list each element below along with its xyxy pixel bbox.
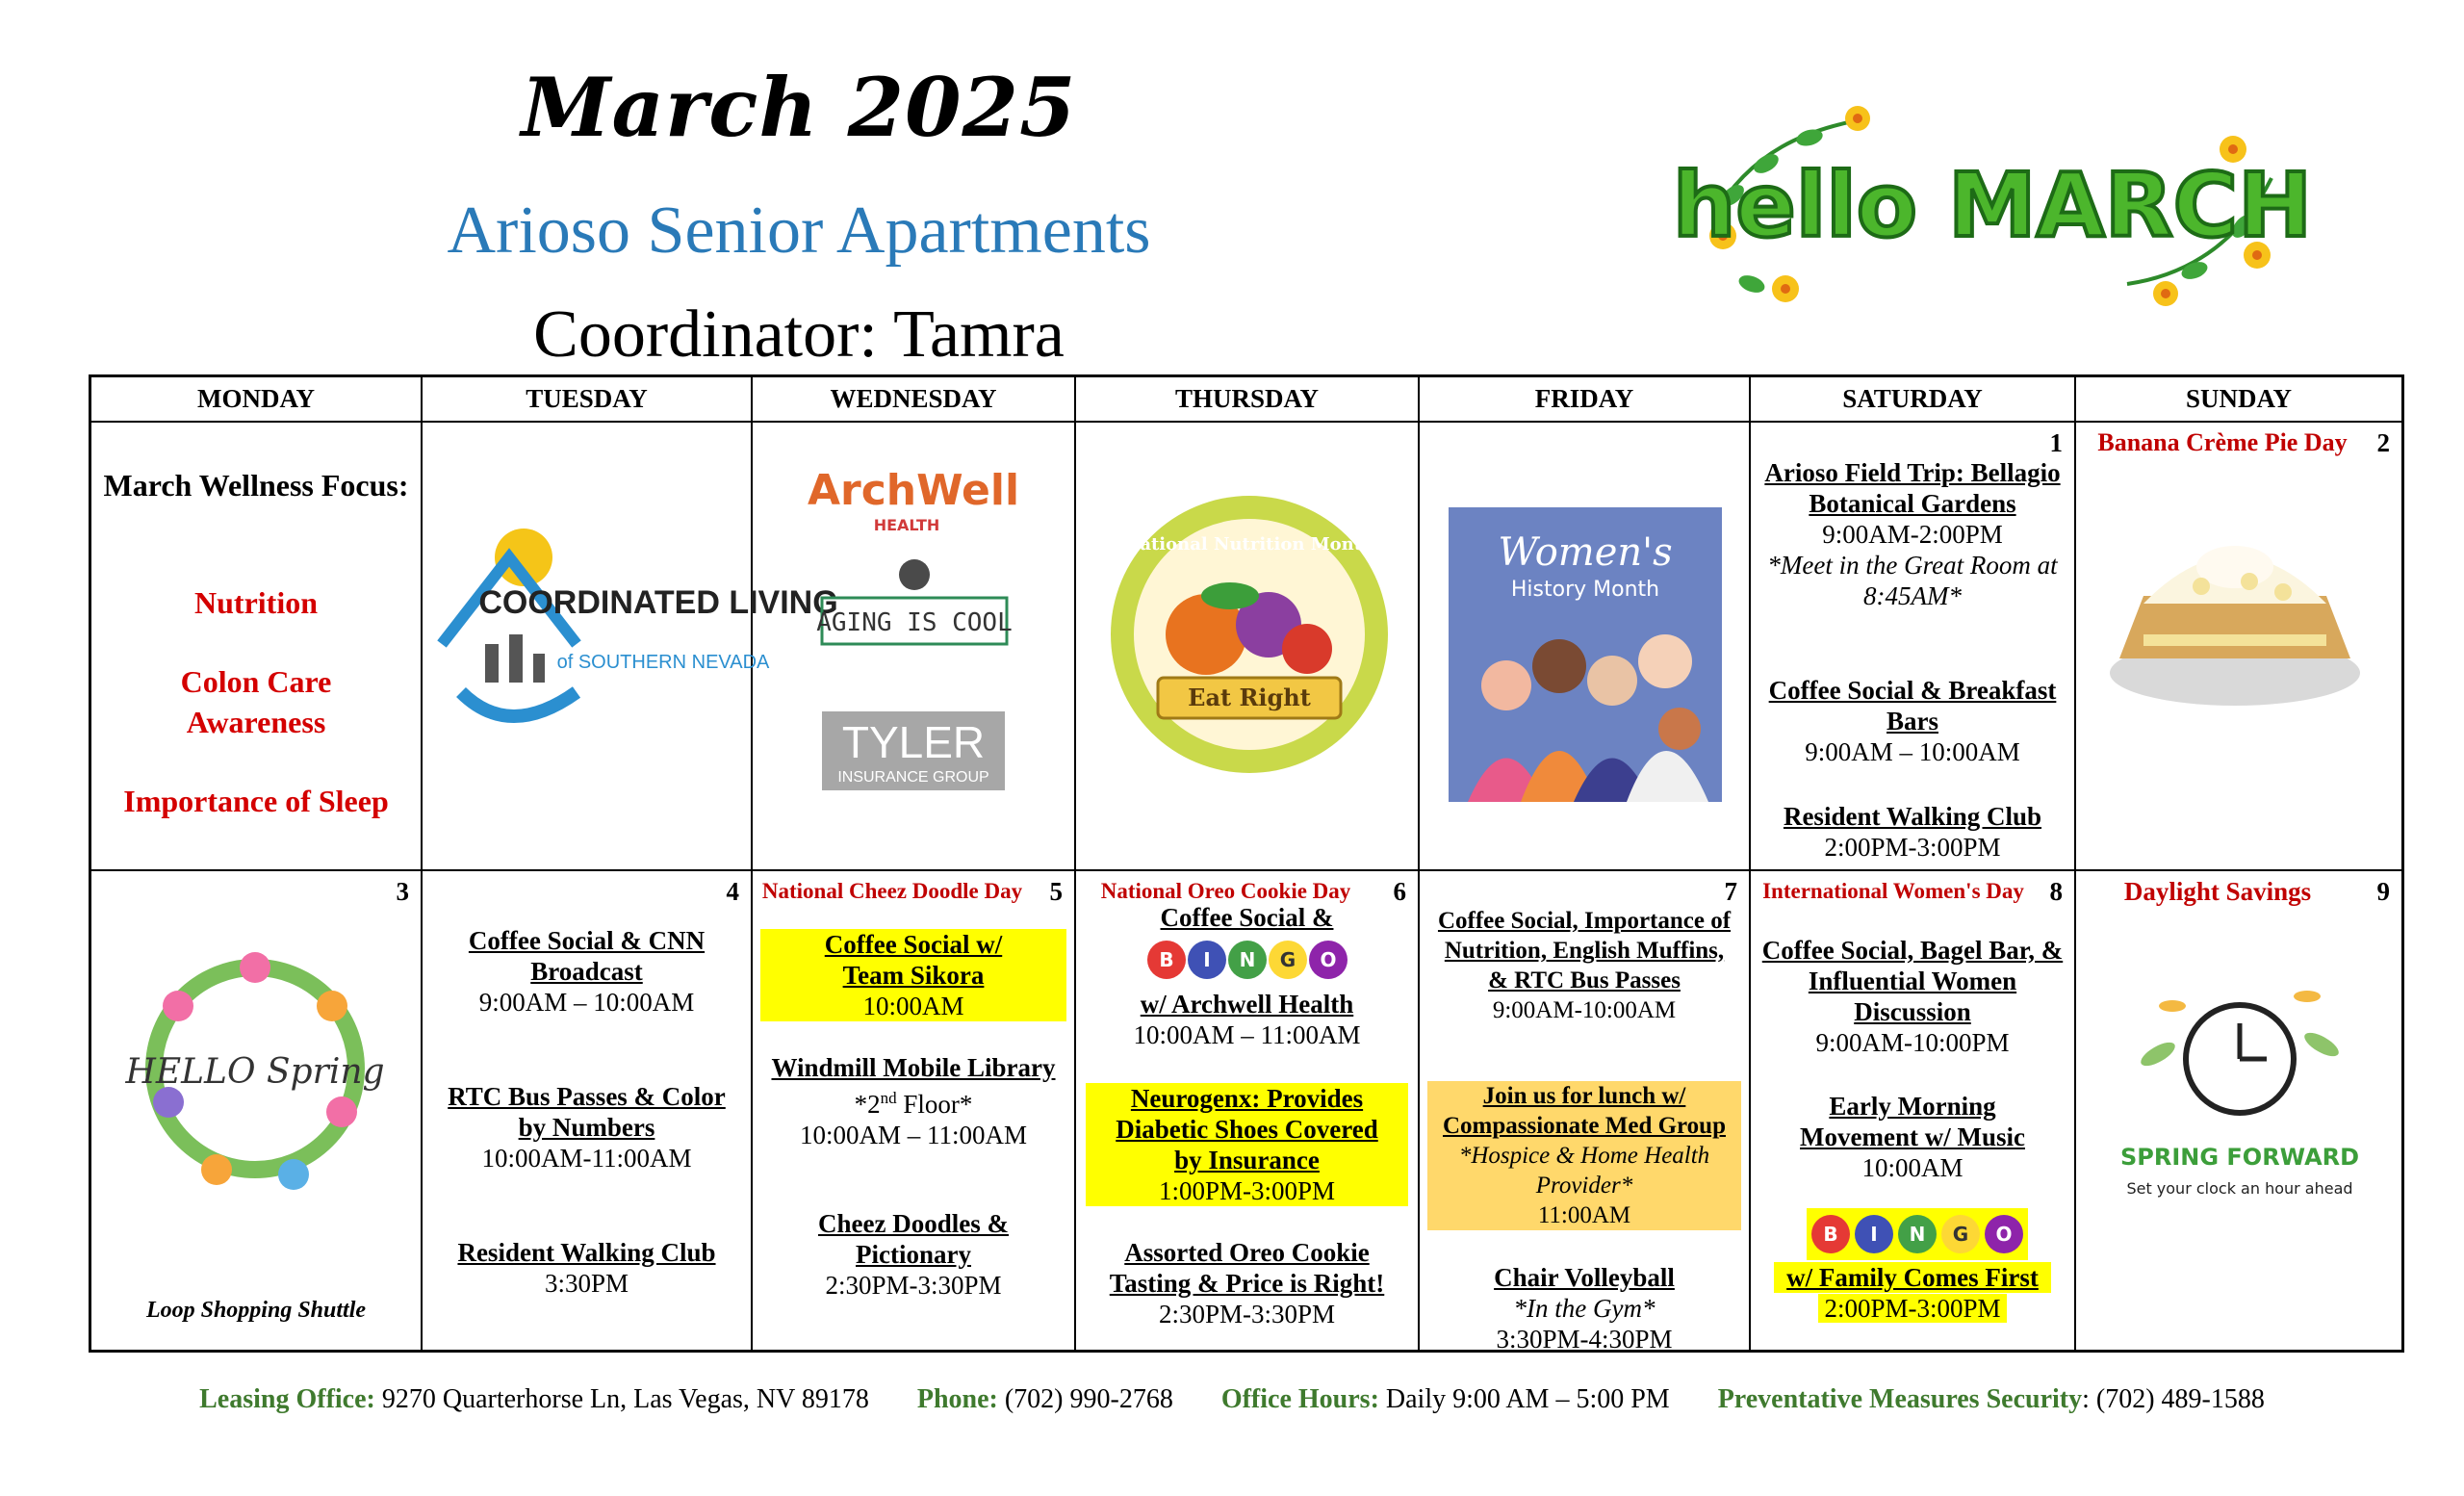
- wellness-item-nutrition: Nutrition: [194, 585, 318, 620]
- month-title: March 2025: [521, 60, 1077, 155]
- svg-text:O: O: [1320, 948, 1337, 971]
- tree-icon: [899, 559, 930, 590]
- day-header-tuesday: TUESDAY: [526, 384, 648, 413]
- day-number: 8: [2049, 877, 2063, 906]
- day-number: 6: [1393, 877, 1406, 906]
- svg-text:B: B: [1823, 1223, 1838, 1246]
- event-bagel-bar: Coffee Social, Bagel Bar, & Influential Women Discussion 9:00AM-10:00PM: [1761, 936, 2064, 1057]
- svg-text:Set your clock an hour ahead: Set your clock an hour ahead: [2126, 1179, 2353, 1198]
- day-number: 7: [1724, 877, 1737, 906]
- day-header-wednesday: WEDNESDAY: [830, 384, 997, 413]
- week1-friday-cell: [1420, 423, 1749, 869]
- loop-shopping-shuttle-note: Loop Shopping Shuttle: [145, 1298, 367, 1323]
- property-name: Arioso Senior Apartments: [447, 193, 1151, 268]
- event-neurogenx: Neurogenx: Provides Diabetic Shoes Covered by Insurance 1:00PM-3:00PM: [1086, 1083, 1408, 1206]
- day-number: 5: [1049, 877, 1063, 906]
- svg-text:ArchWell: ArchWell: [807, 466, 1020, 515]
- week1-thursday-cell: [1076, 423, 1418, 869]
- event-windmill-library: Windmill Mobile Library *2nd Floor* 10:00AM – 11:00AM: [771, 1053, 1056, 1149]
- wellness-focus-title: March Wellness Focus:: [103, 468, 409, 503]
- event-walking-club: Resident Walking Club 3:30PM: [457, 1238, 716, 1298]
- archwell-logo: [807, 461, 1020, 538]
- event-coffee-nutrition: Coffee Social, Importance of Nutrition, English Muffins, & RTC Bus Passes 9:00AM-10:00AM: [1437, 908, 1732, 1023]
- banana-cream-pie-icon: [2105, 529, 2365, 711]
- event-cheez-doodles: Cheez Doodles & Pictionary 2:30PM-3:30PM: [818, 1209, 1009, 1300]
- phone-number: (702) 990-2768: [1004, 1384, 1173, 1414]
- holiday-label: Daylight Savings: [2123, 877, 2312, 906]
- day-number: 2: [2376, 428, 2390, 457]
- event-rtc-bus-passes: RTC Bus Passes & Color by Numbers 10:00AM-11:00AM: [448, 1082, 726, 1173]
- calendar-grid: [89, 374, 2404, 1353]
- coordinated-living-logo: [432, 500, 838, 760]
- svg-text:AGING IS COOL: AGING IS COOL: [816, 608, 1013, 637]
- week2-saturday-cell: [1751, 871, 2074, 1353]
- svg-text:Eat Right: Eat Right: [1188, 684, 1311, 711]
- svg-text:SPRING FORWARD: SPRING FORWARD: [2119, 1144, 2360, 1171]
- event-archwell-bingo: w/ Archwell Health 10:00AM – 11:00AM: [1133, 990, 1361, 1049]
- week2-tuesday-cell: [423, 871, 751, 1353]
- event-coffee-bingo-title: Coffee Social &: [1160, 903, 1334, 932]
- hello-spring-wreath: [125, 939, 385, 1199]
- event-oreo-tasting: Assorted Oreo Cookie Tasting & Price is Right! 2:30PM-3:30PM: [1109, 1238, 1385, 1328]
- svg-text:G: G: [1279, 948, 1296, 971]
- svg-text:TYLER: TYLER: [841, 717, 986, 767]
- leasing-office-address: 9270 Quarterhorse Ln, Las Vegas, NV 89178: [381, 1384, 869, 1414]
- week1-saturday-cell: [1751, 423, 2074, 869]
- womens-history-month-poster: [1449, 507, 1722, 802]
- day-header-saturday: SATURDAY: [1842, 384, 1983, 413]
- event-morning-movement: Early Morning Movement w/ Music 10:00AM: [1800, 1092, 2025, 1182]
- svg-text:HELLO Spring: HELLO Spring: [125, 1052, 385, 1092]
- day-header-friday: FRIDAY: [1534, 384, 1634, 413]
- logo-main-text: COORDINATED LIVING: [478, 584, 838, 621]
- bingo-balls-icon: [1145, 939, 1348, 981]
- week2-wednesday-cell: [753, 871, 1074, 1353]
- event-chair-volleyball: Chair Volleyball *In the Gym* 3:30PM-4:30PM: [1494, 1263, 1675, 1354]
- svg-text:B: B: [1159, 948, 1174, 971]
- event-coffee-social: Coffee Social & Breakfast Bars 9:00AM – 10:00AM: [1768, 676, 2057, 766]
- day-number: 9: [2376, 877, 2390, 906]
- day-number: 4: [726, 877, 739, 906]
- holiday-label: International Women's Day: [1762, 879, 2024, 903]
- day-header-thursday: THURSDAY: [1174, 384, 1320, 413]
- holiday-label: National Oreo Cookie Day: [1100, 879, 1351, 903]
- tyler-insurance-logo: [822, 711, 1005, 790]
- holiday-label: Banana Crème Pie Day: [2097, 428, 2348, 456]
- coordinator-name: Coordinator: Tamra: [533, 297, 1065, 372]
- office-hours-label: Office Hours:: [1220, 1384, 1379, 1414]
- event-field-trip: Arioso Field Trip: Bellagio Botanical Gardens 9:00AM-2:00PM *Meet in the Great Room at 8:45AM*: [1764, 458, 2061, 610]
- week2-friday-cell: [1420, 871, 1749, 1353]
- svg-text:N: N: [1909, 1223, 1926, 1246]
- week1-sunday-cell: [2076, 423, 2401, 869]
- svg-text:N: N: [1239, 948, 1256, 971]
- leasing-office-label: Leasing Office:: [199, 1384, 375, 1414]
- event-coffee-team-sikora: Coffee Social w/ Team Sikora 10:00AM: [760, 929, 1066, 1021]
- svg-text:History Month: History Month: [1510, 578, 1660, 602]
- security-phone: : (702) 489-1588: [2082, 1384, 2265, 1414]
- week2-sunday-cell: [2076, 871, 2401, 1353]
- aging-is-cool-logo: [818, 557, 1011, 654]
- security-label: Preventative Measures Security: [1717, 1384, 2083, 1414]
- svg-text:I: I: [1203, 948, 1211, 971]
- day-number: 3: [396, 877, 409, 906]
- bingo-balls-icon: [1807, 1208, 2028, 1260]
- phone-label: Phone:: [916, 1384, 998, 1414]
- svg-text:INSURANCE GROUP: INSURANCE GROUP: [837, 769, 989, 786]
- event-lunch-compassionate-med: Join us for lunch w/ Compassionate Med Group *Hospice & Home Health Provider* 11:00AM: [1427, 1081, 1741, 1230]
- week2-thursday-cell: [1076, 871, 1418, 1353]
- svg-text:O: O: [1995, 1223, 2013, 1246]
- svg-text:G: G: [1952, 1223, 1969, 1246]
- wellness-item-colon-care: Colon Care Awareness: [180, 664, 332, 739]
- svg-text:National Nutrition Month: National Nutrition Month: [1123, 534, 1375, 555]
- week1-tuesday-cell: [423, 423, 838, 869]
- logo-sub-text: of SOUTHERN NEVADA: [556, 652, 770, 673]
- footer-contact-bar: [0, 1384, 2464, 1415]
- event-coffee-cnn: Coffee Social & CNN Broadcast 9:00AM – 10:00AM: [468, 926, 706, 1017]
- svg-text:Women's: Women's: [1498, 530, 1673, 575]
- day-header-monday: MONDAY: [196, 384, 315, 413]
- svg-text:HEALTH: HEALTH: [873, 516, 940, 534]
- holiday-label: National Cheez Doodle Day: [761, 879, 1023, 903]
- event-family-comes-first-bingo: w/ Family Comes First 2:00PM-3:00PM: [1774, 1262, 2051, 1324]
- svg-text:I: I: [1870, 1223, 1878, 1246]
- week2-monday-cell: [91, 871, 421, 1353]
- national-nutrition-month-badge: [1105, 490, 1394, 779]
- banner-text: hello MARCH: [1672, 154, 2313, 257]
- wellness-item-sleep: Importance of Sleep: [123, 784, 389, 818]
- spring-forward-graphic: [2119, 967, 2360, 1208]
- event-walking-club: Resident Walking Club 2:00PM-3:00PM: [1783, 802, 2042, 862]
- office-hours-value: Daily 9:00 AM – 5:00 PM: [1385, 1384, 1670, 1414]
- week1-wednesday-cell: [753, 423, 1074, 869]
- day-number: 1: [2049, 428, 2063, 457]
- day-header-sunday: SUNDAY: [2185, 384, 2293, 413]
- week1-monday-cell: [91, 423, 421, 869]
- hello-march-banner: [1672, 91, 2313, 318]
